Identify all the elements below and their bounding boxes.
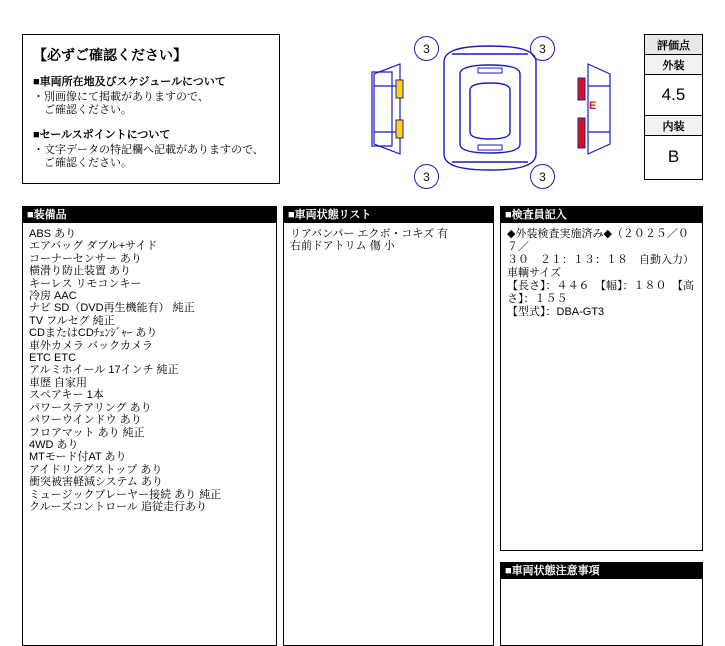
- inspector-notes-body: [501, 223, 702, 324]
- damage-mark-rear-right: [530, 164, 555, 189]
- notice-block-header: ■セールスポイントについて: [33, 129, 171, 141]
- list-item: アルミホイール 17インチ 純正: [29, 364, 179, 377]
- list-item: ミュージックプレーヤー接続 あり 純正: [29, 488, 222, 501]
- rating-title: 評価点: [645, 35, 702, 55]
- list-item: 車歴 自家用: [29, 376, 88, 389]
- list-item: 4WD あり: [29, 438, 79, 451]
- condition-list-panel: [283, 206, 494, 646]
- list-item: コーナーセンサー あり: [29, 252, 142, 265]
- damage-mark-label: 3: [423, 169, 430, 184]
- list-item: TV フルセグ 純正: [29, 314, 115, 327]
- rating-interior-label: 内装: [645, 116, 702, 136]
- notice-heading: 【必ずご確認ください】: [33, 47, 187, 63]
- damage-mark-label: 3: [539, 41, 546, 56]
- rating-interior-value: B: [667, 146, 680, 166]
- damage-mark-label: 3: [423, 41, 430, 56]
- list-item: 横滑り防止装置 あり: [29, 265, 132, 278]
- damage-mark-front-right: [530, 36, 555, 61]
- damage-mark-side: E: [589, 100, 597, 112]
- list-item: 車外カメラ バックカメラ: [29, 339, 154, 352]
- list-item: アイドリングストップ あり: [29, 463, 163, 476]
- damage-mark-label: 3: [539, 169, 546, 184]
- list-item: 衝突被害軽減システム あり: [29, 476, 163, 489]
- notice-block-line: ご確認ください。: [33, 157, 132, 169]
- condition-caution-panel: [500, 562, 703, 646]
- damage-mark-rear-left: [414, 164, 439, 189]
- condition-caution-body: [501, 579, 702, 589]
- rating-exterior-label: 外装: [645, 55, 702, 75]
- equipment-list: [23, 223, 276, 518]
- equipment-title: ■装備品: [23, 207, 276, 223]
- list-item: キーレス リモコンキー: [29, 277, 142, 290]
- list-item: フロアマット あり 純正: [29, 426, 145, 439]
- list-item: 冷房 AAC: [29, 290, 77, 303]
- notice-block-line: ・文字データの特記欄へ記載がありますので、: [33, 144, 264, 156]
- list-item: 右前ドアトリム 傷 小: [290, 240, 395, 253]
- list-item: クルーズコントロール 追従走行あり: [29, 500, 207, 513]
- condition-caution-title: ■車両状態注意事項: [501, 563, 702, 579]
- list-item: ナビ SD（DVD再生機能有） 純正: [29, 302, 195, 315]
- list-item: ABS あり: [29, 228, 77, 240]
- list-item: スペアキー 1本: [29, 389, 104, 402]
- inspector-notes-panel: [500, 206, 703, 551]
- notice-box: [22, 34, 280, 184]
- note-line: ◆外装検査実施済み◆（２０２５／０７／: [507, 228, 689, 253]
- inspector-notes-title: ■検査員記入: [501, 207, 702, 223]
- list-item: CDまたはCDﾁｪﾝｼﾞｬｰ あり: [29, 327, 158, 340]
- note-line: ３０ ２１：１３：１８ 自動入力）: [507, 254, 694, 266]
- note-line: さ】：１５５: [507, 293, 568, 305]
- condition-list-items: [284, 223, 493, 258]
- note-line: 【型式】：DBA-GT3: [507, 306, 605, 318]
- notice-block-location: [33, 73, 269, 117]
- note-line: 【長さ】：４４６ 【幅】：１８０ 【高: [507, 280, 694, 292]
- rating-exterior-value: 4.5: [645, 75, 702, 116]
- list-item: MTモード付AT あり: [29, 451, 127, 464]
- notice-block-line: ご確認ください。: [33, 104, 132, 116]
- list-item: パワーステアリング あり: [29, 401, 152, 414]
- damage-mark-front-left: [414, 36, 439, 61]
- notice-block-sales-point: [33, 126, 269, 170]
- list-item: パワーウインドウ あり: [29, 414, 142, 427]
- note-line: 車輌サイズ: [507, 267, 562, 279]
- equipment-panel: [22, 206, 277, 646]
- list-item: エアバッグ ダブル+サイド: [29, 240, 158, 253]
- car-damage-diagram: [352, 28, 629, 188]
- notice-block-line: ・別画像にて掲載がありますので、: [33, 91, 209, 103]
- condition-list-title: ■車両状態リスト: [284, 207, 493, 223]
- rating-table: [644, 34, 703, 180]
- list-item: ETC ETC: [29, 352, 77, 365]
- list-item: リアバンパー エクボ・コキズ 有: [290, 228, 449, 240]
- notice-block-header: ■車両所在地及びスケジュールについて: [33, 76, 226, 88]
